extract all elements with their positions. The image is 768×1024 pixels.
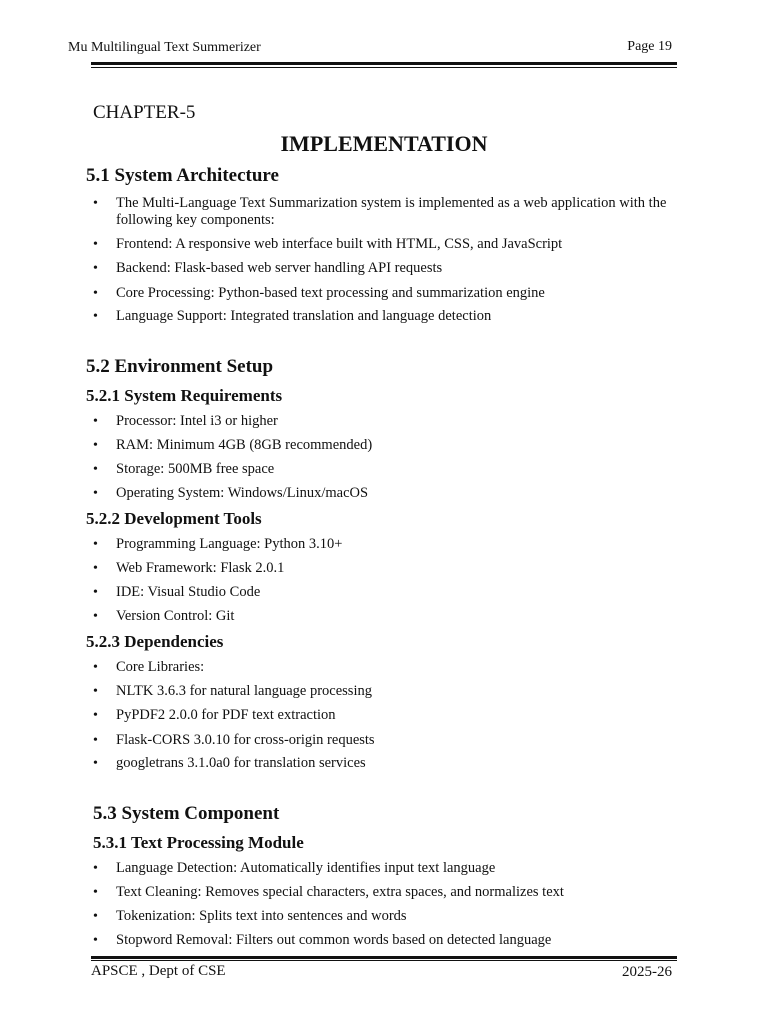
- bullet-icon: •: [93, 861, 98, 876]
- chapter-title: IMPLEMENTATION: [280, 131, 488, 156]
- list-item-text: Web Framework: Flask 2.0.1: [116, 560, 285, 576]
- bullet-icon: •: [93, 537, 98, 552]
- subsection-heading-5-2-2: 5.2.2 Development Tools: [86, 509, 262, 528]
- list-item-text: Stopword Removal: Filters out common words based on detected language: [116, 932, 552, 948]
- header-title: Mu Multilingual Text Summerizer: [68, 40, 261, 55]
- bullet-icon: •: [93, 414, 98, 429]
- bullet-icon: •: [93, 196, 98, 211]
- list-item-text: Operating System: Windows/Linux/macOS: [116, 485, 369, 501]
- bullet-icon: •: [93, 909, 98, 924]
- list-item-text: Programming Language: Python 3.10+: [116, 536, 343, 552]
- bullet-icon: •: [93, 237, 98, 252]
- subsection-heading-5-3-1: 5.3.1 Text Processing Module: [93, 833, 304, 852]
- bullet-icon: •: [93, 733, 98, 748]
- bullet-icon: •: [93, 885, 98, 900]
- bullet-icon: •: [93, 660, 98, 675]
- list-item-text: RAM: Minimum 4GB (8GB recommended): [116, 437, 373, 453]
- subsection-heading-5-2-1: 5.2.1 System Requirements: [86, 386, 283, 405]
- bullet-icon: •: [93, 708, 98, 723]
- list-item-text: Flask-CORS 3.0.10 for cross-origin requests: [116, 732, 375, 748]
- list-item-text: IDE: Visual Studio Code: [116, 584, 261, 600]
- bullet-icon: •: [93, 309, 98, 324]
- bullet-icon: •: [93, 756, 98, 771]
- bullet-icon: •: [93, 261, 98, 276]
- subsection-heading-5-2-3: 5.2.3 Dependencies: [86, 632, 224, 651]
- list-item-text: Core Processing: Python-based text processing and summarization engine: [116, 285, 545, 301]
- bullet-icon: •: [93, 462, 98, 477]
- bullet-icon: •: [93, 486, 98, 501]
- bullet-icon: •: [93, 561, 98, 576]
- list-item-text: Storage: 500MB free space: [116, 461, 275, 477]
- bullet-icon: •: [93, 286, 98, 301]
- footer-rule-thin: [91, 960, 677, 961]
- bullet-icon: •: [93, 933, 98, 948]
- footer-year: 2025-26: [622, 964, 672, 980]
- bullet-icon: •: [93, 438, 98, 453]
- list-item-text: NLTK 3.6.3 for natural language processing: [116, 683, 372, 699]
- page-number: Page 19: [627, 39, 672, 54]
- list-item-text: Backend: Flask-based web server handling API requests: [116, 260, 443, 276]
- section-heading-5-2: 5.2 Environment Setup: [86, 356, 274, 377]
- footer-department: APSCE , Dept of CSE: [91, 963, 226, 979]
- bullet-icon: •: [93, 609, 98, 624]
- header-rule-thick: [91, 62, 677, 65]
- list-item-text: googletrans 3.1.0a0 for translation services: [116, 755, 366, 771]
- section-heading-5-1: 5.1 System Architecture: [86, 165, 279, 186]
- list-item-text: Language Detection: Automatically identifies input text language: [116, 860, 496, 876]
- footer-rule-thick: [91, 956, 677, 959]
- list-item-text: Version Control: Git: [116, 608, 235, 624]
- list-item-text: Language Support: Integrated translation and language detection: [116, 308, 492, 324]
- bullet-icon: •: [93, 684, 98, 699]
- bullet-icon: •: [93, 585, 98, 600]
- list-item-text: Text Cleaning: Removes special characters, extra spaces, and normalizes text: [116, 884, 564, 900]
- list-item-text: PyPDF2 2.0.0 for PDF text extraction: [116, 707, 336, 723]
- list-item-text: Core Libraries:: [116, 659, 205, 675]
- list-item-text: Processor: Intel i3 or higher: [116, 413, 278, 429]
- chapter-label: CHAPTER-5: [93, 102, 196, 123]
- header-rule-thin: [91, 67, 677, 68]
- list-item-text: Frontend: A responsive web interface built with HTML, CSS, and JavaScript: [116, 236, 563, 252]
- list-item-text: Tokenization: Splits text into sentences and words: [116, 908, 407, 924]
- list-item-text: The Multi-Language Text Summarization system is implemented as a web application with the following key components:: [116, 195, 667, 228]
- section-heading-5-3: 5.3 System Component: [93, 803, 280, 824]
